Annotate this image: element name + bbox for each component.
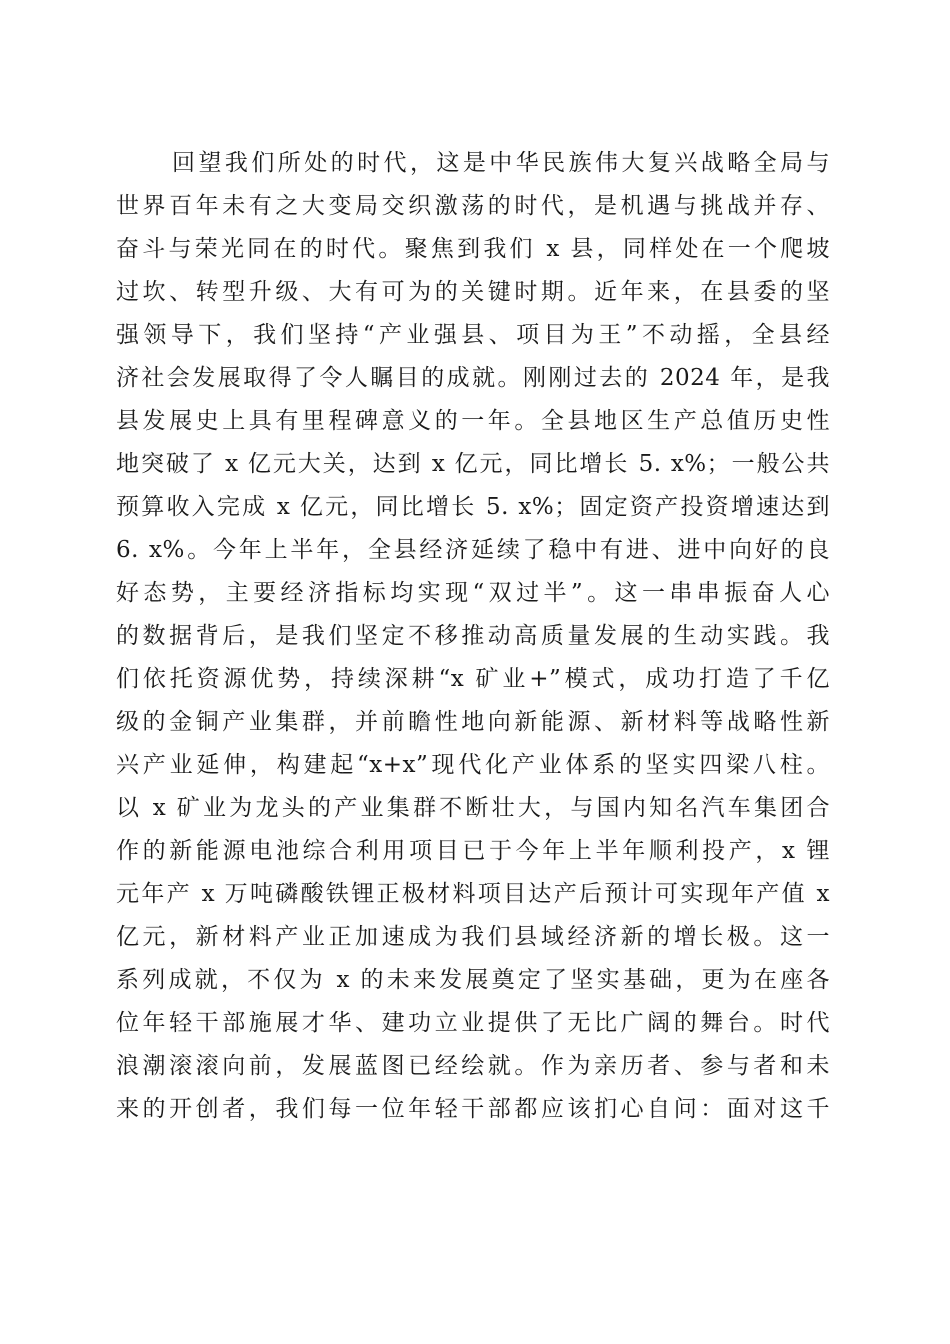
text-line: 以 x 矿业为龙头的产业集群不断壮大，与国内知名汽车集团合 — [116, 795, 830, 821]
text-line: 地突破了 x 亿元大关，达到 x 亿元，同比增长 5. x%；一般公共 — [116, 451, 830, 477]
text-line: 作的新能源电池综合利用项目已于今年上半年顺利投产，x 锂 — [116, 838, 830, 864]
body-paragraph — [116, 142, 830, 1131]
text-line: 系列成就，不仅为 x 的未来发展奠定了坚实基础，更为在座各 — [116, 967, 830, 993]
text-line: 好态势，主要经济指标均实现“双过半”。这一串串振奋人心 — [116, 580, 830, 606]
text-line: 浪潮滚滚向前，发展蓝图已经绘就。作为亲历者、参与者和未 — [116, 1053, 830, 1079]
text-line: 亿元，新材料产业正加速成为我们县域经济新的增长极。这一 — [116, 924, 830, 950]
text-line: 过坎、转型升级、大有可为的关键时期。近年来，在县委的坚 — [116, 279, 830, 305]
text-line: 世界百年未有之大变局交织激荡的时代，是机遇与挑战并存、 — [116, 193, 830, 219]
text-line: 济社会发展取得了令人瞩目的成就。刚刚过去的 2024 年，是我 — [116, 365, 830, 391]
text-line: 县发展史上具有里程碑意义的一年。全县地区生产总值历史性 — [116, 408, 830, 434]
text-line: 们依托资源优势，持续深耕“x 矿业+”模式，成功打造了千亿 — [116, 666, 830, 692]
text-line: 元年产 x 万吨磷酸铁锂正极材料项目达产后预计可实现年产值 x — [116, 881, 830, 907]
text-line: 来的开创者，我们每一位年轻干部都应该扪心自问：面对这千 — [116, 1096, 830, 1122]
text-line: 兴产业延伸，构建起“x+x”现代化产业体系的坚实四梁八柱。 — [116, 752, 830, 778]
text-line: 回望我们所处的时代，这是中华民族伟大复兴战略全局与 — [172, 150, 830, 176]
text-line: 级的金铜产业集群，并前瞻性地向新能源、新材料等战略性新 — [116, 709, 830, 735]
text-line: 强领导下，我们坚持“产业强县、项目为王”不动摇，全县经 — [116, 322, 830, 348]
text-line: 位年轻干部施展才华、建功立业提供了无比广阔的舞台。时代 — [116, 1010, 830, 1036]
text-line: 的数据背后，是我们坚定不移推动高质量发展的生动实践。我 — [116, 623, 830, 649]
text-line: 奋斗与荣光同在的时代。聚焦到我们 x 县，同样处在一个爬坡 — [116, 236, 830, 262]
text-line: 预算收入完成 x 亿元，同比增长 5. x%；固定资产投资增速达到 — [116, 494, 830, 520]
text-line: 6. x%。今年上半年，全县经济延续了稳中有进、进中向好的良 — [116, 537, 830, 563]
